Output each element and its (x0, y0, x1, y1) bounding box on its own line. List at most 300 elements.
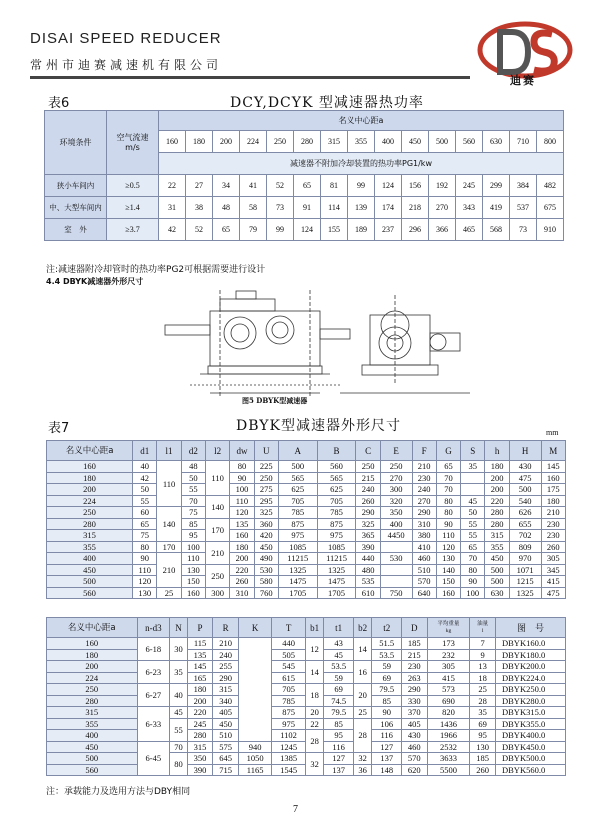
t7b-cell: 148 (372, 764, 402, 776)
t6-value-cell: 99 (348, 175, 375, 197)
footnote: 注：承载能力及选用方法与DBY相同 (46, 787, 191, 797)
t7a-header-cell: U (254, 441, 278, 461)
t7a-cell: 42 (133, 472, 157, 484)
t7a-cell: 1071 (509, 564, 541, 576)
t7b-row (47, 718, 566, 730)
t7a-size-cell: 560 (47, 587, 133, 599)
t7a-header-cell: 名义中心距a (47, 441, 133, 461)
t6-value-cell: 65 (294, 175, 321, 197)
t7a-cell: 230 (541, 518, 565, 530)
t7a-cell: 80 (133, 541, 157, 553)
t7a-cell: 11215 (278, 553, 317, 565)
t7b-cell: 940 (238, 741, 271, 753)
t7a-cell: 1085 (317, 541, 356, 553)
t7b-cell: 1436 (427, 718, 470, 730)
t7a-cell: 380 (412, 530, 436, 542)
t7b-cell: 25 (353, 707, 372, 719)
logo-text: 迪赛 (510, 74, 536, 87)
t7a-size-cell: 400 (47, 553, 133, 565)
t7a-cell: 305 (541, 553, 565, 565)
t7a-row (47, 461, 566, 473)
t7a-cell: 140 (206, 495, 230, 518)
t7a-header-cell: G (436, 441, 460, 461)
t7a-cell: 65 (436, 461, 460, 473)
t7b-cell: 240 (213, 649, 239, 661)
t7a-cell: 475 (541, 587, 565, 599)
t6-value-cell: 124 (375, 175, 402, 197)
t7a-cell: 460 (412, 553, 436, 565)
t7b-cell: 45 (324, 649, 354, 661)
t7b-cell: 85 (324, 718, 354, 730)
t7a-header-cell: F (412, 441, 436, 461)
t7b-row (47, 707, 566, 719)
t7a-cell: 625 (278, 484, 317, 496)
note-cooling: 注:减速器附冷却管时的热功率PG2可根据需要进行设计 (46, 265, 266, 275)
t7a-cell: 785 (278, 507, 317, 519)
t7a-cell: 975 (317, 530, 356, 542)
t7b-cell: 40 (170, 684, 188, 707)
t7b-model-cell: DBYK200.0 (496, 661, 566, 673)
t7b-model-cell: DBYK450.0 (496, 741, 566, 753)
t7b-cell: 370 (401, 707, 427, 719)
t7b-cell: 145 (187, 661, 213, 673)
t6-value-cell: 42 (159, 219, 186, 241)
t6-value-cell: 299 (483, 175, 510, 197)
t7a-cell: 875 (278, 518, 317, 530)
t7b-model-header: 图 号 (496, 618, 566, 638)
t7b-size-cell: 500 (47, 753, 138, 765)
t7a-cell: 55 (461, 518, 485, 530)
t6-value-cell: 58 (240, 197, 267, 219)
t7a-cell: 1085 (278, 541, 317, 553)
t7b-cell: 22 (305, 718, 324, 730)
t7a-cell: 200 (485, 484, 509, 496)
t7b-cell: 127 (324, 753, 354, 765)
t7a-row (47, 587, 566, 599)
t6-subheader: 减速器不附加冷却装置的热功率PG1/kw (159, 153, 564, 175)
t6-size-cell: 800 (537, 131, 564, 153)
t6-value-cell: 52 (186, 219, 213, 241)
t7a-cell: 655 (509, 518, 541, 530)
t7b-cell: 5500 (427, 764, 470, 776)
t7a-cell: 355 (485, 541, 509, 553)
t7a-header-cell: dw (230, 441, 254, 461)
t7b-cell: 127 (372, 741, 402, 753)
t7a-header-cell: h (485, 441, 509, 461)
t7b-cell: 220 (187, 707, 213, 719)
t7a-cell: 70 (181, 495, 205, 507)
t7a-row (47, 507, 566, 519)
t7b-cell: 85 (372, 695, 402, 707)
t7a-cell: 565 (317, 472, 356, 484)
t7a-cell: 150 (436, 576, 460, 588)
t7b-cell: 975 (272, 718, 305, 730)
t6-value-cell: 270 (429, 197, 456, 219)
t7a-cell: 40 (133, 461, 157, 473)
t7a-cell: 55 (181, 484, 205, 496)
t7a-cell: 250 (356, 461, 380, 473)
t6-size-cell: 224 (240, 131, 267, 153)
t6-col-speed: 空气流速 m/s (107, 111, 159, 175)
t7a-cell: 275 (254, 484, 278, 496)
t7b-cell: 315 (187, 741, 213, 753)
t7a-cell: 60 (133, 507, 157, 519)
t7a-cell: 310 (230, 587, 254, 599)
t7b-header-cell: t2 (372, 618, 402, 638)
t6-value-cell: 79 (240, 219, 267, 241)
t7a-header-cell: B (317, 441, 356, 461)
t6-size-cell: 200 (213, 131, 240, 153)
t7b-model-cell: DBYK160.0 (496, 638, 566, 650)
t7a-cell: 80 (461, 564, 485, 576)
t6-value-cell: 189 (348, 219, 375, 241)
t7b-size-cell: 355 (47, 718, 138, 730)
table6-title: DCY,DCYK 型减速器热功率 (230, 95, 424, 111)
t7a-cell: 145 (541, 461, 565, 473)
t7b-cell: 79.5 (372, 684, 402, 696)
t7a-cell: 160 (181, 587, 205, 599)
t7b-cell: 430 (401, 730, 427, 742)
t7b-cell: 875 (272, 707, 305, 719)
t7a-header-cell: d2 (181, 441, 205, 461)
t7a-cell: 415 (541, 576, 565, 588)
t7b-cell: 12 (305, 638, 324, 661)
t7a-cell: 160 (230, 530, 254, 542)
t7b-cell: 690 (427, 695, 470, 707)
weight-header-unit: kg (445, 627, 452, 634)
t7a-cell: 300 (206, 587, 230, 599)
t7b-header-cell: N (170, 618, 188, 638)
t7a-cell: 90 (461, 576, 485, 588)
t7b-cell: 6-45 (137, 741, 170, 776)
t7a-header-cell: l2 (206, 441, 230, 461)
t7b-cell: 69 (372, 672, 402, 684)
t7a-cell: 390 (356, 541, 380, 553)
t6-value-cell: 38 (186, 197, 213, 219)
t7a-size-cell: 200 (47, 484, 133, 496)
t7b-cell: 32 (353, 753, 372, 765)
t6-size-cell: 315 (321, 131, 348, 153)
t6-row (45, 197, 564, 219)
t7b-cell: 545 (272, 661, 305, 673)
t7a-cell: 45 (461, 495, 485, 507)
t7a-cell: 50 (461, 507, 485, 519)
t7a-header-cell: C (356, 441, 380, 461)
t7a-cell: 295 (254, 495, 278, 507)
t7a-cell: 625 (317, 484, 356, 496)
t7b-cell: 90 (372, 707, 402, 719)
t7a-cell: 210 (412, 461, 436, 473)
t7a-cell: 1325 (509, 587, 541, 599)
t7b-cell: 1245 (272, 741, 305, 753)
t7a-cell: 1325 (278, 564, 317, 576)
t7a-cell: 100 (230, 484, 254, 496)
t7a-header-cell: l1 (157, 441, 181, 461)
t6-value-cell: 52 (267, 175, 294, 197)
t7b-size-cell: 200 (47, 661, 138, 673)
t7a-cell: 630 (485, 587, 509, 599)
t7a-cell: 240 (412, 484, 436, 496)
header-rule (30, 76, 470, 79)
t6-speed-cell: ≥3.7 (107, 219, 159, 241)
t7b-cell: 9 (470, 649, 496, 661)
t7a-cell: 760 (254, 587, 278, 599)
t7a-cell: 250 (380, 461, 412, 473)
t7a-cell: 970 (509, 553, 541, 565)
t7b-cell: 405 (401, 718, 427, 730)
t7a-cell: 1475 (317, 576, 356, 588)
t7a-cell: 35 (461, 461, 485, 473)
t7b-cell: 32 (305, 753, 324, 776)
t7a-cell: 90 (133, 553, 157, 565)
t6-value-cell: 245 (456, 175, 483, 197)
t6-size-cell: 630 (483, 131, 510, 153)
t7b-cell: 135 (187, 649, 213, 661)
t7a-cell: 130 (436, 553, 460, 565)
t7a-cell: 540 (509, 495, 541, 507)
t7b-cell: 6-33 (137, 707, 170, 742)
t7a-cell: 702 (509, 530, 541, 542)
t7b-cell: 13 (470, 661, 496, 673)
table7-title: DBYK型减速器外形尺寸 (236, 418, 401, 434)
t7b-header-cell: n-d3 (137, 618, 170, 638)
t7a-cell: 95 (181, 530, 205, 542)
table6-label: 表6 (48, 96, 70, 111)
t7b-cell: 350 (187, 753, 213, 765)
t7a-size-cell: 280 (47, 518, 133, 530)
t7a-cell: 350 (380, 507, 412, 519)
t7b-cell: 25 (470, 684, 496, 696)
t6-col-env: 环境条件 (45, 111, 107, 175)
t7a-cell: 1475 (278, 576, 317, 588)
t7b-cell: 165 (187, 672, 213, 684)
t7a-header-cell: E (380, 441, 412, 461)
t7a-row (47, 518, 566, 530)
t7b-cell: 59 (372, 661, 402, 673)
t7b-size-cell: 315 (47, 707, 138, 719)
t7a-row (47, 495, 566, 507)
t7b-cell: 510 (213, 730, 239, 742)
t7b-cell: 245 (187, 718, 213, 730)
t7b-header-cell: K (238, 618, 271, 638)
t7b-weight-header (427, 618, 470, 638)
t7a-header-cell: S (461, 441, 485, 461)
t7a-row (47, 564, 566, 576)
t7b-cell: 180 (187, 684, 213, 696)
t7a-cell: 80 (436, 495, 460, 507)
t7a-cell: 280 (485, 518, 509, 530)
t7b-cell: 74.5 (324, 695, 354, 707)
t7b-cell: 6-27 (137, 684, 170, 707)
t7a-cell: 85 (181, 518, 205, 530)
t7b-cell: 137 (324, 764, 354, 776)
t7a-cell: 80 (230, 461, 254, 473)
t7a-cell: 160 (436, 587, 460, 599)
t6-env-cell: 中、大型车间内 (45, 197, 107, 219)
t7b-cell: 315 (213, 684, 239, 696)
t6-value-cell: 41 (240, 175, 267, 197)
t6-row (45, 175, 564, 197)
t7a-size-cell: 355 (47, 541, 133, 553)
t7b-cell: 2532 (427, 741, 470, 753)
t7b-cell: 43 (324, 638, 354, 650)
t7b-cell: 715 (213, 764, 239, 776)
t7b-cell: 785 (272, 695, 305, 707)
t7a-cell: 65 (461, 541, 485, 553)
t6-value-cell: 73 (267, 197, 294, 219)
t7a-cell: 300 (380, 484, 412, 496)
t7b-model-cell: DBYK355.0 (496, 718, 566, 730)
t7a-cell: 565 (278, 472, 317, 484)
t6-value-cell: 27 (186, 175, 213, 197)
t7a-cell: 535 (356, 576, 380, 588)
t7a-cell: 365 (356, 530, 380, 542)
t7b-size-cell: 180 (47, 649, 138, 661)
t7a-cell: 420 (254, 530, 278, 542)
t7a-cell: 175 (541, 484, 565, 496)
t7b-cell: 137 (372, 753, 402, 765)
t7a-cell: 75 (181, 507, 205, 519)
t7a-cell: 180 (230, 541, 254, 553)
t7a-cell: 120 (436, 541, 460, 553)
t7b-cell: 18 (305, 684, 324, 707)
t6-value-cell: 482 (537, 175, 564, 197)
t7b-cell: 405 (213, 707, 239, 719)
page-number: 7 (293, 804, 298, 815)
t7b-size-cell: 160 (47, 638, 138, 650)
t7b-cell: 1966 (427, 730, 470, 742)
t6-size-cell: 560 (456, 131, 483, 153)
t7b-cell: 51.5 (372, 638, 402, 650)
t6-size-cell: 400 (375, 131, 402, 153)
t7b-cell: 95 (324, 730, 354, 742)
t7a-cell: 260 (230, 576, 254, 588)
t7a-cell: 450 (254, 541, 278, 553)
reducer-drawing (40, 285, 560, 400)
t7a-cell: 200 (230, 553, 254, 565)
t7b-cell: 69 (470, 718, 496, 730)
t6-speed-cell: ≥0.5 (107, 175, 159, 197)
t7a-cell: 260 (356, 495, 380, 507)
table6 (44, 110, 564, 241)
t7a-cell: 875 (317, 518, 356, 530)
t7a-cell: 135 (230, 518, 254, 530)
t7b-cell: 215 (401, 649, 427, 661)
t7a-cell: 310 (412, 518, 436, 530)
t7a-cell: 50 (181, 472, 205, 484)
oil-header-line: 油量 (477, 620, 489, 627)
t7b-cell: 30 (170, 638, 188, 661)
t7b-cell: 1102 (272, 730, 305, 742)
t6-value-cell: 22 (159, 175, 186, 197)
t6-value-cell: 192 (429, 175, 456, 197)
t7a-cell: 230 (412, 472, 436, 484)
t7b-cell: 70 (170, 741, 188, 753)
t7b-model-cell: DBYK315.0 (496, 707, 566, 719)
t7a-cell: 500 (485, 576, 509, 588)
t7b-cell: 260 (470, 764, 496, 776)
t6-row (45, 219, 564, 241)
t7b-header-cell: R (213, 618, 239, 638)
table7-label: 表7 (48, 421, 70, 436)
t7a-cell: 315 (485, 530, 509, 542)
t7a-cell: 750 (380, 587, 412, 599)
t6-value-cell: 91 (294, 197, 321, 219)
t7a-cell: 110 (206, 461, 230, 496)
weight-header-line: 平均重量 (437, 620, 460, 627)
t7a-cell: 80 (436, 507, 460, 519)
t7b-cell: 116 (324, 741, 354, 753)
t7a-cell: 270 (412, 495, 436, 507)
t7b-cell: 53.5 (324, 661, 354, 673)
t7a-cell: 250 (206, 564, 230, 587)
t7a-header-cell: d1 (133, 441, 157, 461)
t7b-cell: 55 (170, 718, 188, 741)
t7b-cell: 185 (401, 638, 427, 650)
t7b-cell: 210 (213, 638, 239, 650)
t7a-cell: 975 (278, 530, 317, 542)
t7a-cell: 90 (230, 472, 254, 484)
t6-value-cell: 419 (483, 197, 510, 219)
t7b-cell: 505 (272, 649, 305, 661)
t7b-header-cell: b2 (353, 618, 372, 638)
t7b-size-cell: 250 (47, 684, 138, 696)
t6-speed-cell: ≥1.4 (107, 197, 159, 219)
t7b-cell: 570 (401, 753, 427, 765)
t7a-cell (461, 472, 485, 484)
t7b-cell: 615 (272, 672, 305, 684)
table7-part-a (46, 440, 566, 599)
t6-value-cell: 343 (456, 197, 483, 219)
t7b-cell: 35 (170, 661, 188, 684)
t7a-cell: 500 (278, 461, 317, 473)
t7b-cell: 28 (353, 718, 372, 753)
t7b-cell: 460 (401, 741, 427, 753)
t6-size-cell: 180 (186, 131, 213, 153)
t6-size-cell: 710 (510, 131, 537, 153)
t6-value-cell: 73 (510, 219, 537, 241)
t7a-cell: 110 (436, 530, 460, 542)
t7a-cell: 1705 (278, 587, 317, 599)
t7a-cell (380, 541, 412, 553)
t7b-cell: 28 (470, 695, 496, 707)
t7a-header-cell: A (278, 441, 317, 461)
t6-value-cell: 65 (213, 219, 240, 241)
t7b-cell: 20 (305, 707, 324, 719)
t7a-cell: 360 (254, 518, 278, 530)
t7a-cell: 90 (436, 518, 460, 530)
figure-caption: 图5 DBYK型减速器 (242, 396, 308, 405)
t7a-size-cell: 315 (47, 530, 133, 542)
t7b-cell: 230 (401, 661, 427, 673)
t7a-cell: 450 (485, 553, 509, 565)
t7b-cell: 106 (372, 718, 402, 730)
t7a-cell: 510 (412, 564, 436, 576)
t7b-cell: 450 (213, 718, 239, 730)
t7b-cell: 440 (272, 638, 305, 650)
t7a-row (47, 541, 566, 553)
t7b-cell: 1165 (238, 764, 271, 776)
t7b-cell: 59 (324, 672, 354, 684)
t7a-cell: 170 (206, 518, 230, 541)
t7a-row (47, 530, 566, 542)
t7a-cell: 48 (181, 461, 205, 473)
t7a-cell: 580 (254, 576, 278, 588)
t7b-cell: 263 (401, 672, 427, 684)
t7b-header-cell: b1 (305, 618, 324, 638)
t7b-oil-header (470, 618, 496, 638)
t7a-cell: 325 (254, 507, 278, 519)
